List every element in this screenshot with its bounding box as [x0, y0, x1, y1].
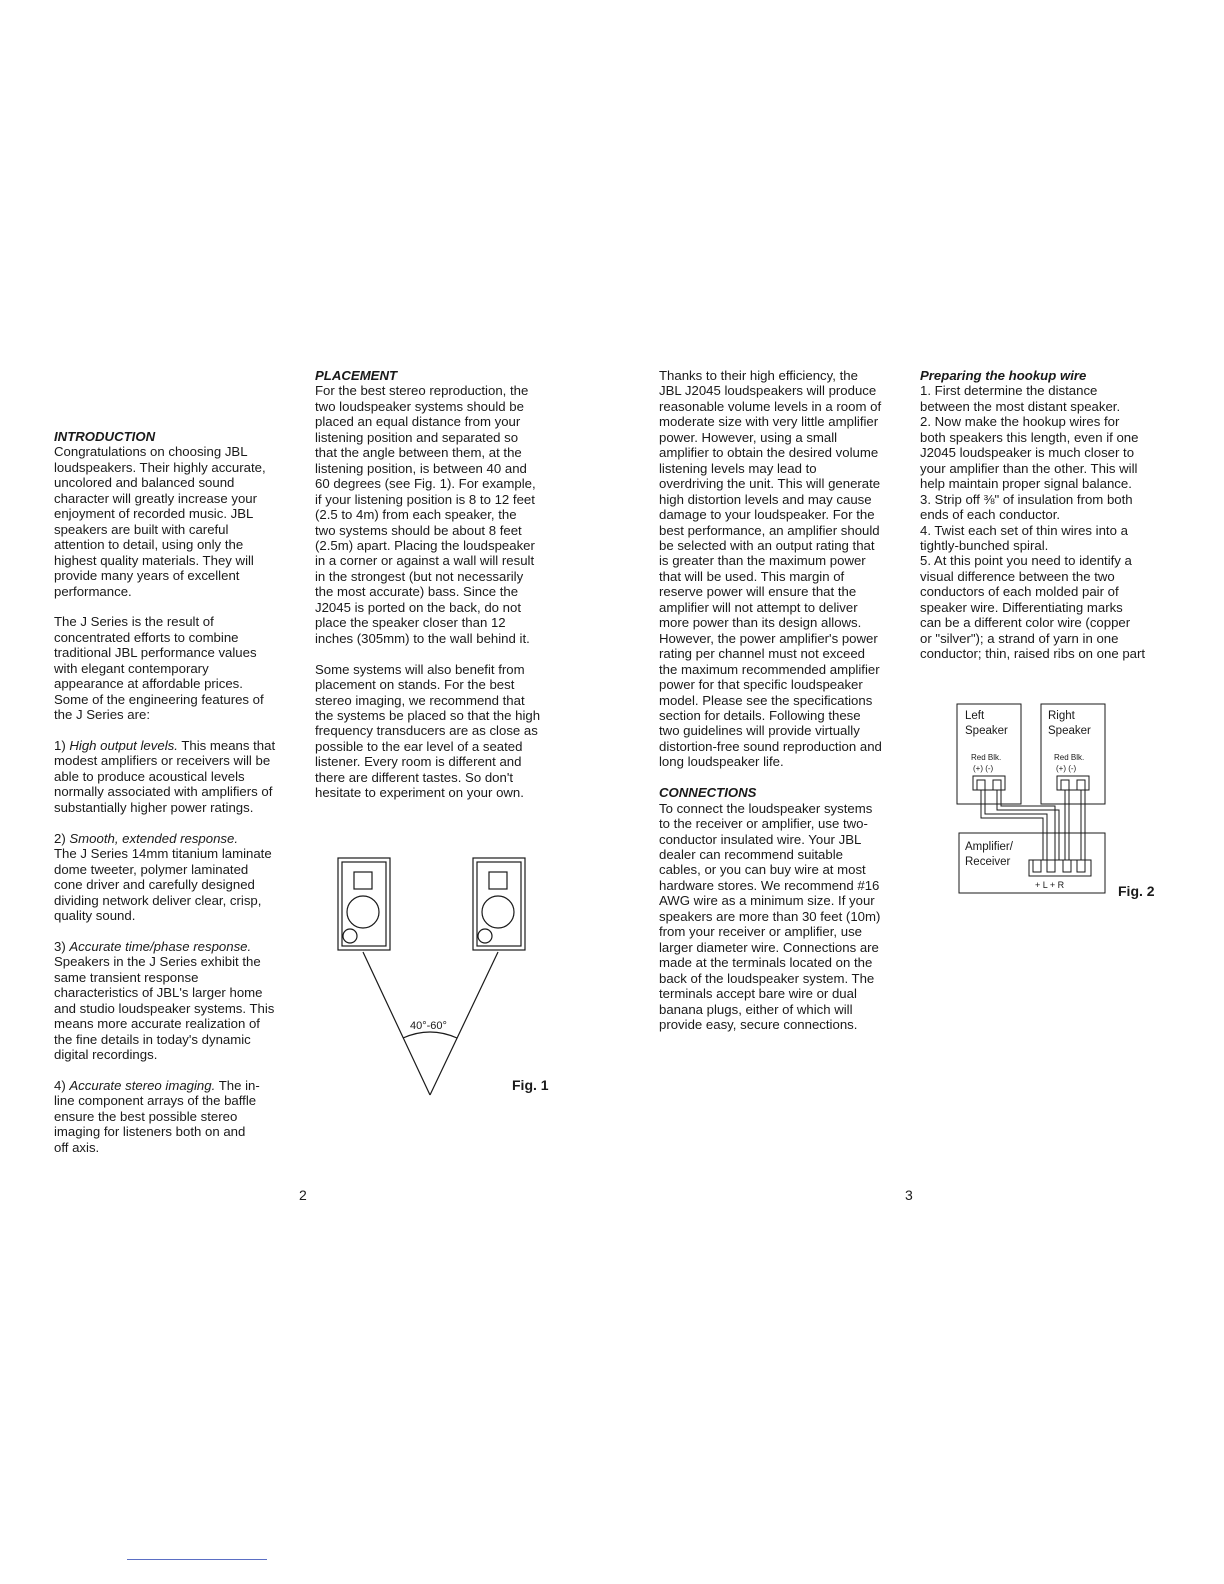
fig2-right-speaker-label-2: Speaker	[1048, 725, 1091, 737]
footer-rule	[127, 1559, 267, 1560]
feature-1-title: High output levels.	[69, 738, 178, 754]
feature-2-title: Smooth, extended response.	[69, 830, 239, 846]
hookup-heading: Preparing the hookup wire	[920, 368, 1087, 383]
fig2-left-speaker-label-2: Speaker	[965, 725, 1008, 737]
feature-4-text: The in- line component arrays of the baffle ensure the best possible stereo imaging for listeners both on and off axis.	[54, 1077, 260, 1155]
fig2-amplifier-label-1: Amplifier/	[965, 841, 1013, 853]
fig2-wiring-diagram	[955, 700, 1115, 900]
efficiency-paragraph: Thanks to their high efficiency, the JBL J2045 loudspeakers will produce reasonable volume levels in a room of moderate size with very little amplifier power. However, using a small amplifier to obtain the desired volume listening levels may lead to overdriving the unit. This will generate high distortion levels and may cause damage to your loudspeaker. For the best performance, an amplifier should be selected with an output rating that is greater than the maximum power that will be used. This margin of reserve power will ensure that the amplifier will not attempt to deliver more power than its design allows. However, the power amplifier's power rating per channel must not exceed the maximum recommended amplifier power for that specific loudspeaker model. Please see the specifications section for details. Following these two guidelines will provide virtually distortion-free sound reproduction and long loudspeaker life.	[659, 368, 882, 770]
fig1-left-speaker	[338, 858, 390, 950]
placement-paragraph-2: Some systems will also benefit from placement on stands. For the best stereo imaging, we recommend that the systems be placed so that the high frequency transducers are as close as possible to the ear level of a seated listener. Every room is different and there are different tastes. So don't hesitate to experiment on your own.	[315, 661, 541, 801]
placement-paragraph-1: For the best stereo reproduction, the two loudspeaker systems should be placed an equal distance from your listening position and separated so that the angle between them, at the listening position, is between 40 and 60 degrees (see Fig. 1). For example, if your listening position is 8 to 12 feet (2.5 to 4m) from each speaker, the two systems should be about 8 feet (2.5m) apart. Placing the loudspeaker in a corner or against a wall will result in the strongest (but not necessarily the most accurate) bass. Since the J2045 is ported on the back, do not place the speaker closer than 12 inches (305mm) to the wall behind it.	[315, 383, 536, 646]
fig2-amplifier-label-2: Receiver	[965, 856, 1011, 868]
feature-4-number: 4)	[54, 1077, 70, 1093]
intro-paragraph-1: Congratulations on choosing JBL loudspeakers. Their highly accurate, uncolored and balanced sound character will greatly increase your enjoyment of recorded music. JBL speakers are built with careful attention to detail, using only the highest quality materials. They will provide many years of excellent performance.	[54, 444, 266, 599]
hookup-column	[920, 368, 1190, 677]
fig1-angle-label: 40°-60°	[410, 1020, 447, 1032]
hookup-paragraph: 1. First determine the distance between the most distant speaker. 2. Now make the hookup wires for both speakers this length, even if one J2045 loudspeaker is much closer to your amplifier than the other. This will help maintain proper signal balance. 3. Strip off ⅜" of insulation from both ends of each conductor. 4. Twist each set of thin wires into a tightly-bunched spiral. 5. At this point you need to identify a visual difference between the two conductors of each molded pair of speaker wire. Differentiating marks can be a different color wire (copper or "silver"); a strand of yarn in one conductor; thin, raised ribs on one part	[920, 383, 1146, 662]
connections-paragraph: To connect the loudspeaker systems to the receiver or amplifier, use two- conductor insulated wire. Your JBL dealer can recommend suitable cables, or you can buy wire at most hardware stores. We recommend #16 AWG wire as a minimum size. If your speakers are more than 30 feet (10m) from your receiver or amplifier, use larger diameter wire. Connections are made at the terminals located on the back of the loudspeaker system. The terminals accept bare wire or dual banana plugs, either of which will provide easy, secure connections.	[659, 800, 881, 1033]
feature-4-title: Accurate stereo imaging.	[69, 1077, 216, 1093]
connections-heading: CONNECTIONS	[659, 785, 757, 801]
fig2-right-terminal-polarity: (+) (-)	[1056, 764, 1077, 773]
intro-paragraph-2: The J Series is the result of concentrated efforts to combine traditional JBL performance values with elegant contemporary appearance at affordable prices. Some of the engineering features of the J Series are:	[54, 614, 264, 723]
efficiency-column	[659, 368, 909, 1048]
feature-1-number: 1)	[54, 738, 70, 754]
fig1-caption: Fig. 1	[512, 1077, 549, 1093]
feature-1	[54, 738, 300, 815]
intro-heading: INTRODUCTION	[54, 429, 156, 444]
placement-column	[315, 368, 565, 816]
feature-3-number: 3)	[54, 938, 70, 954]
fig1-right-speaker	[473, 858, 525, 950]
feature-3	[54, 939, 300, 1063]
fig2-left-terminal-colors: Red Blk.	[971, 753, 1002, 762]
feature-4	[54, 1078, 300, 1155]
fig2-amplifier-terminal-labels: + L + R	[1035, 880, 1065, 890]
fig2-caption: Fig. 2	[1118, 883, 1155, 899]
feature-1-text: This means that modest amplifiers or receivers will be able to produce acoustical levels normally associated with amplifiers of substantially higher power ratings.	[54, 738, 276, 815]
page-number-left: 2	[299, 1187, 307, 1203]
page-number-right: 3	[905, 1187, 913, 1203]
fig2-amplifier-terminals	[1029, 860, 1091, 876]
feature-2	[54, 831, 300, 924]
feature-2-number: 2)	[54, 830, 70, 846]
feature-3-title: Accurate time/phase response.	[69, 938, 252, 954]
feature-3-text: Speakers in the J Series exhibit the same transient response characteristics of JBL's larger home and studio loudspeaker systems. This means more accurate realization of the fine details in today's dynamic digital recordings.	[54, 954, 275, 1063]
fig2-right-terminal-colors: Red Blk.	[1054, 753, 1085, 762]
fig2-left-speaker-label-1: Left	[965, 710, 985, 722]
fig1-diagram	[330, 850, 530, 1100]
feature-2-text: The J Series 14mm titanium laminate dome tweeter, polymer laminated cone driver and carefully designed dividing network deliver clear, crisp, quality sound.	[54, 846, 272, 923]
fig2-speaker-terminals	[973, 776, 1089, 790]
fig2-left-terminal-polarity: (+) (-)	[973, 764, 994, 773]
intro-column	[54, 429, 300, 1171]
placement-heading: PLACEMENT	[315, 368, 398, 383]
fig2-right-speaker-label-1: Right	[1048, 710, 1075, 722]
